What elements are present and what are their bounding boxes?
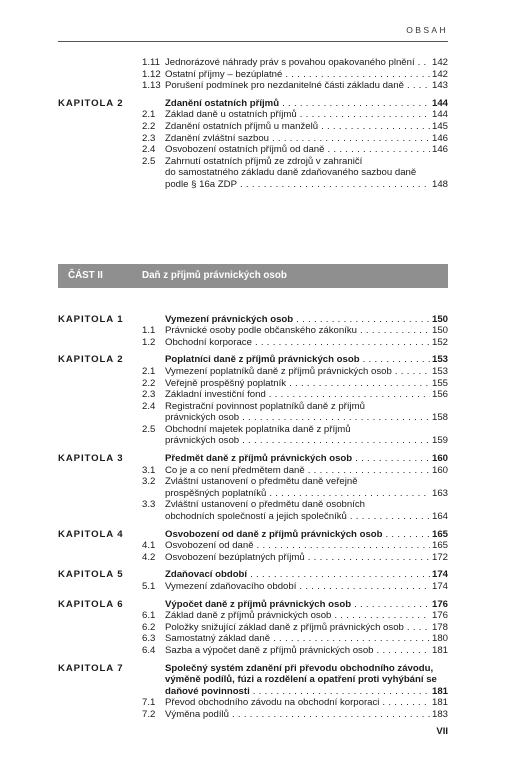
entry-title [165, 401, 448, 424]
dot-leader [285, 69, 430, 81]
toc-entry [142, 389, 448, 401]
entry-line [165, 569, 448, 581]
entry-title [165, 57, 448, 69]
toc-entry [142, 133, 448, 145]
dot-leader [321, 121, 430, 133]
page-ref: 148 [431, 178, 448, 190]
chapter-entries [142, 98, 448, 191]
chapter-title-entry [142, 354, 448, 366]
dot-leader [232, 709, 430, 721]
dot-leader [272, 133, 430, 145]
page-ref: 163 [431, 487, 448, 499]
entry-text: Co je a co není předmětem daně [165, 464, 305, 476]
page-ref: 142 [431, 57, 448, 68]
dot-leader [255, 337, 430, 349]
chapter-entries [142, 57, 448, 92]
section-number: 2.3 [142, 389, 156, 401]
entry-text: Registrační povinnost poplatníků daně z příjmů [165, 400, 365, 412]
page-ref: 178 [431, 621, 448, 633]
entry-text: Zvláštní ustanovení o předmětu daně veřejně [165, 476, 358, 488]
chapter-title-entry [142, 569, 448, 581]
entry-title [165, 476, 448, 499]
entry-text: Základní investiční fond [165, 389, 266, 401]
section-number [142, 663, 165, 698]
entry-text: Vymezení poplatníků daně z příjmů právnických osob [165, 365, 392, 377]
section-number: 3.2 [142, 476, 156, 488]
entry-line [165, 401, 448, 413]
entry-text: do samostatného základu daně zdaňovaného sazbou daně [165, 167, 417, 179]
dot-leader [308, 465, 430, 477]
section-number: 5.1 [142, 581, 156, 592]
entry-line [165, 424, 448, 436]
entry-line [165, 354, 448, 366]
entry-text: Společný systém zdanění při převodu obchodního závodu, [165, 662, 434, 674]
entry-text: Ostatní příjmy – bezúplatné [165, 68, 283, 80]
entry-title [165, 80, 448, 92]
dot-leader [363, 354, 430, 366]
page-ref: 172 [431, 551, 448, 563]
page-ref: 181 [431, 644, 448, 656]
dot-leader [242, 412, 430, 424]
dot-leader [253, 686, 430, 698]
dot-leader [360, 325, 430, 337]
page-ref: 180 [431, 633, 448, 645]
toc-entry [142, 552, 448, 564]
entry-title [165, 109, 448, 121]
dot-leader [382, 697, 430, 709]
entry-text: Vymezení právnických osob [165, 313, 294, 325]
entry-line [165, 179, 448, 191]
entry-line [165, 121, 448, 133]
entry-text: obchodních společností a jejich společníků [165, 511, 347, 523]
section-number [142, 98, 165, 110]
page-ref: 165 [431, 540, 448, 552]
toc-entry [142, 633, 448, 645]
chapter-entries [142, 569, 448, 592]
toc-group [58, 354, 448, 447]
page-number: VII [436, 726, 448, 737]
chapter-label: KAPITOLA 2 [58, 354, 124, 366]
page-ref: 150 [431, 313, 448, 325]
section-number: 2.5 [142, 155, 156, 167]
table-of-contents [58, 57, 448, 721]
entry-text: Osvobození ostatních příjmů od daně [165, 144, 325, 156]
entry-text: Zdanění zvláštní sazbou [165, 132, 269, 144]
page-ref: 176 [431, 598, 448, 610]
toc-group [58, 453, 448, 523]
section-number: 7.2 [142, 708, 156, 720]
running-head: OBSAH [406, 25, 448, 35]
page-ref: 160 [431, 453, 448, 465]
section-number: 6.2 [142, 621, 156, 633]
toc-group [58, 529, 448, 564]
dot-leader [418, 57, 430, 69]
entry-text: Osvobození od daně z příjmů právnických osob [165, 528, 383, 540]
chapter-title-entry [142, 453, 448, 465]
entry-line [165, 378, 448, 390]
entry-line [165, 156, 448, 168]
page-ref: 160 [431, 464, 448, 476]
entry-text: právnických osob [165, 412, 240, 424]
entry-line [165, 98, 448, 110]
part-band [58, 264, 448, 288]
section-number: 3.1 [142, 464, 156, 476]
entry-text: Předmět daně z příjmů právnických osob [165, 453, 353, 465]
toc-entry [142, 401, 448, 424]
entry-line [165, 57, 448, 69]
page-ref: 143 [431, 80, 448, 92]
entry-line [165, 435, 448, 447]
toc-entry [142, 645, 448, 657]
chapter-entries [142, 354, 448, 447]
chapter-title-entry [142, 529, 448, 541]
chapter-label: KAPITOLA 1 [58, 313, 124, 325]
page-ref: 181 [431, 697, 448, 709]
entry-text: právnických osob [165, 435, 240, 447]
page-ref: 153 [431, 365, 448, 377]
entry-title [165, 133, 448, 145]
toc-entry [142, 476, 448, 499]
toc-entry [142, 499, 448, 522]
entry-line [165, 80, 448, 92]
entry-title [165, 325, 448, 337]
entry-title [165, 144, 448, 156]
entry-text: Jednorázové náhrady práv s povahou opakovaného plnění [165, 57, 415, 68]
toc-entry [142, 325, 448, 337]
toc-entry [142, 709, 448, 721]
dot-leader [386, 529, 430, 541]
dot-leader [327, 144, 430, 156]
page-ref: 145 [431, 120, 448, 132]
page-ref: 155 [431, 377, 448, 389]
dot-leader [273, 633, 430, 645]
toc-group [58, 569, 448, 592]
section-number [142, 354, 165, 366]
entry-text: Osvobození od daně [165, 540, 254, 552]
dot-leader [334, 610, 430, 622]
chapter-title-entry [142, 599, 448, 611]
entry-title [165, 645, 448, 657]
entry-title [165, 610, 448, 622]
section-number [142, 529, 165, 541]
entry-line [165, 133, 448, 145]
entry-line [165, 167, 448, 179]
dot-leader [242, 435, 430, 447]
section-number: 2.5 [142, 423, 156, 435]
section-number: 2.2 [142, 377, 156, 389]
entry-text: prospěšných poplatníků [165, 487, 267, 499]
entry-title [165, 529, 448, 541]
entry-line [165, 389, 448, 401]
section-number: 2.1 [142, 109, 156, 121]
chapter-title-entry [142, 663, 448, 698]
entry-line [165, 610, 448, 622]
page-ref: 183 [431, 708, 448, 720]
section-number: 1.11 [142, 57, 160, 68]
entry-text: Porušení podmínek pro nezdanitelné části základu daně [165, 80, 404, 92]
entry-text: Obchodní korporace [165, 336, 252, 348]
header-rule [58, 41, 448, 42]
toc-entry [142, 465, 448, 477]
entry-line [165, 663, 448, 675]
page-ref: 153 [431, 354, 448, 366]
page-ref: 165 [431, 528, 448, 540]
dot-leader [250, 569, 430, 581]
entry-title [165, 622, 448, 634]
entry-title [165, 314, 448, 326]
entry-text: Výpočet daně z příjmů právnických osob [165, 598, 352, 610]
section-number: 2.4 [142, 400, 156, 412]
toc-entry [142, 540, 448, 552]
entry-line [165, 337, 448, 349]
section-number: 1.13 [142, 80, 161, 92]
page-ref: 152 [431, 336, 448, 348]
toc-section-bottom [58, 314, 448, 721]
entry-text: daňové povinnosti [165, 685, 250, 697]
entry-line [165, 325, 448, 337]
entry-line [165, 622, 448, 634]
entry-title [165, 354, 448, 366]
section-number: 2.2 [142, 120, 156, 132]
section-number: 4.2 [142, 551, 156, 563]
page-ref: 142 [431, 68, 448, 80]
chapter-entries [142, 663, 448, 721]
toc-group [58, 599, 448, 657]
entry-text: Zdanění ostatních příjmů u manželů [165, 120, 319, 132]
dot-leader [350, 511, 430, 523]
section-number: 1.12 [142, 68, 161, 80]
dot-leader [296, 314, 430, 326]
entry-text: Převod obchodního závodu na obchodní korporaci [165, 697, 380, 709]
entry-text: Základ daně z příjmů právnických osob [165, 610, 332, 622]
entry-text: výměně podílů, fúzi a rozdělení a opatření proti vyhýbání se [165, 674, 437, 686]
section-number: 7.1 [142, 697, 156, 709]
entry-text: Položky snižující základ daně z příjmů právnických osob [165, 621, 404, 633]
toc-entry [142, 80, 448, 92]
toc-entry [142, 109, 448, 121]
entry-line [165, 552, 448, 564]
entry-line [165, 709, 448, 721]
toc-entry [142, 378, 448, 390]
entry-title [165, 453, 448, 465]
page-ref: 146 [431, 132, 448, 144]
chapter-title-entry [142, 98, 448, 110]
part-label: ČÁST II [68, 270, 103, 282]
dot-leader [355, 453, 430, 465]
entry-text: Veřejně prospěšný poplatník [165, 377, 287, 389]
dot-leader [407, 622, 430, 634]
entry-title [165, 366, 448, 378]
page-ref: 174 [431, 581, 448, 592]
section-number [142, 314, 165, 326]
toc-group [58, 314, 448, 349]
page-ref: 144 [431, 109, 448, 121]
page-ref: 144 [431, 97, 448, 109]
entry-title [165, 581, 448, 593]
section-number [142, 569, 165, 581]
toc-entry [142, 337, 448, 349]
entry-title [165, 540, 448, 552]
entry-text: Sazba a výpočet daně z příjmů právnických osob [165, 644, 374, 656]
entry-text: Výměna podílů [165, 708, 229, 720]
entry-line [165, 314, 448, 326]
toc-entry [142, 581, 448, 593]
entry-title [165, 663, 448, 698]
section-number: 1.2 [142, 336, 156, 348]
toc-entry [142, 156, 448, 191]
toc-entry [142, 121, 448, 133]
entry-title [165, 389, 448, 401]
entry-line [165, 511, 448, 523]
entry-title [165, 121, 448, 133]
dot-leader [282, 98, 430, 110]
dot-leader [300, 109, 430, 121]
entry-title [165, 552, 448, 564]
entry-line [165, 633, 448, 645]
page-ref: 159 [431, 435, 448, 447]
part-title: Daň z příjmů právnických osob [142, 270, 287, 282]
page-ref: 164 [431, 511, 448, 523]
toc-group [58, 57, 448, 92]
dot-leader [240, 179, 430, 191]
page-ref: 146 [431, 144, 448, 156]
entry-title [165, 633, 448, 645]
dot-leader [308, 552, 430, 564]
entry-text: Právnické osoby podle občanského zákoníku [165, 325, 357, 337]
entry-line [165, 69, 448, 81]
section-number: 6.1 [142, 610, 156, 622]
section-number [142, 599, 165, 611]
section-number: 1.1 [142, 325, 156, 337]
dot-leader [395, 366, 430, 378]
page-ref: 156 [431, 389, 448, 401]
entry-text: Zdanění ostatních příjmů [165, 97, 280, 109]
dot-leader [377, 645, 430, 657]
toc-group [58, 663, 448, 721]
entry-text: Osvobození bezúplatných příjmů [165, 551, 305, 563]
entry-line [165, 109, 448, 121]
chapter-entries [142, 314, 448, 349]
toc-group [58, 98, 448, 191]
chapter-label: KAPITOLA 5 [58, 569, 124, 581]
entry-line [165, 529, 448, 541]
entry-title [165, 69, 448, 81]
entry-line [165, 499, 448, 511]
dot-leader [269, 389, 430, 401]
chapter-title-entry [142, 314, 448, 326]
entry-title [165, 569, 448, 581]
page-ref: 181 [431, 685, 448, 697]
chapter-label: KAPITOLA 3 [58, 453, 124, 465]
chapter-entries [142, 599, 448, 657]
entry-text: Zvláštní ustanovení o předmětu daně osobních [165, 499, 365, 511]
entry-title [165, 697, 448, 709]
toc-entry [142, 610, 448, 622]
entry-line [165, 465, 448, 477]
entry-text: Obchodní majetek poplatníka daně z příjmů [165, 423, 351, 435]
entry-title [165, 156, 448, 191]
entry-line [165, 366, 448, 378]
entry-line [165, 476, 448, 488]
entry-text: Poplatníci daně z příjmů právnických osob [165, 354, 360, 366]
entry-line [165, 412, 448, 424]
entry-text: Vymezení zdaňovacího období [165, 581, 297, 592]
entry-text: podle § 16a ZDP [165, 178, 237, 190]
toc-entry [142, 697, 448, 709]
chapter-label: KAPITOLA 6 [58, 598, 124, 610]
entry-line [165, 453, 448, 465]
entry-title [165, 98, 448, 110]
section-number: 3.3 [142, 499, 156, 511]
toc-section-top [58, 57, 448, 191]
entry-line [165, 488, 448, 500]
section-number: 6.4 [142, 644, 156, 656]
entry-text: Zdaňovací období [165, 569, 248, 581]
chapter-label: KAPITOLA 7 [58, 662, 124, 674]
toc-entry [142, 424, 448, 447]
entry-title [165, 499, 448, 522]
entry-line [165, 540, 448, 552]
section-number: 6.3 [142, 633, 156, 645]
section-number: 4.1 [142, 540, 156, 552]
section-number: 2.4 [142, 144, 156, 156]
entry-title [165, 709, 448, 721]
entry-text: Základ daně u ostatních příjmů [165, 109, 297, 121]
page-ref: 150 [431, 325, 448, 337]
toc-entry [142, 69, 448, 81]
chapter-entries [142, 529, 448, 564]
toc-entry [142, 57, 448, 69]
entry-line [165, 674, 448, 686]
dot-leader [289, 378, 430, 390]
section-number: 2.1 [142, 365, 156, 377]
entry-title [165, 599, 448, 611]
page-ref: 158 [431, 412, 448, 424]
entry-line [165, 697, 448, 709]
entry-title [165, 424, 448, 447]
entry-text: Zahrnutí ostatních příjmů ze zdrojů v zahraničí [165, 155, 363, 167]
entry-line [165, 144, 448, 156]
dot-leader [257, 540, 430, 552]
section-number [142, 453, 165, 465]
chapter-entries [142, 453, 448, 523]
chapter-label: KAPITOLA 2 [58, 97, 124, 109]
section-number: 2.3 [142, 132, 156, 144]
dot-leader [354, 599, 430, 611]
page-ref: 174 [431, 569, 448, 581]
dot-leader [407, 80, 430, 92]
toc-entry [142, 622, 448, 634]
entry-text: Samostatný základ daně [165, 633, 271, 645]
entry-title [165, 337, 448, 349]
entry-line [165, 645, 448, 657]
entry-title [165, 465, 448, 477]
entry-line [165, 686, 448, 698]
dot-leader [299, 581, 430, 593]
page-ref: 176 [431, 610, 448, 622]
toc-entry [142, 144, 448, 156]
entry-line [165, 599, 448, 611]
chapter-label: KAPITOLA 4 [58, 528, 124, 540]
entry-line [165, 581, 448, 593]
toc-entry [142, 366, 448, 378]
entry-title [165, 378, 448, 390]
dot-leader [269, 488, 430, 500]
